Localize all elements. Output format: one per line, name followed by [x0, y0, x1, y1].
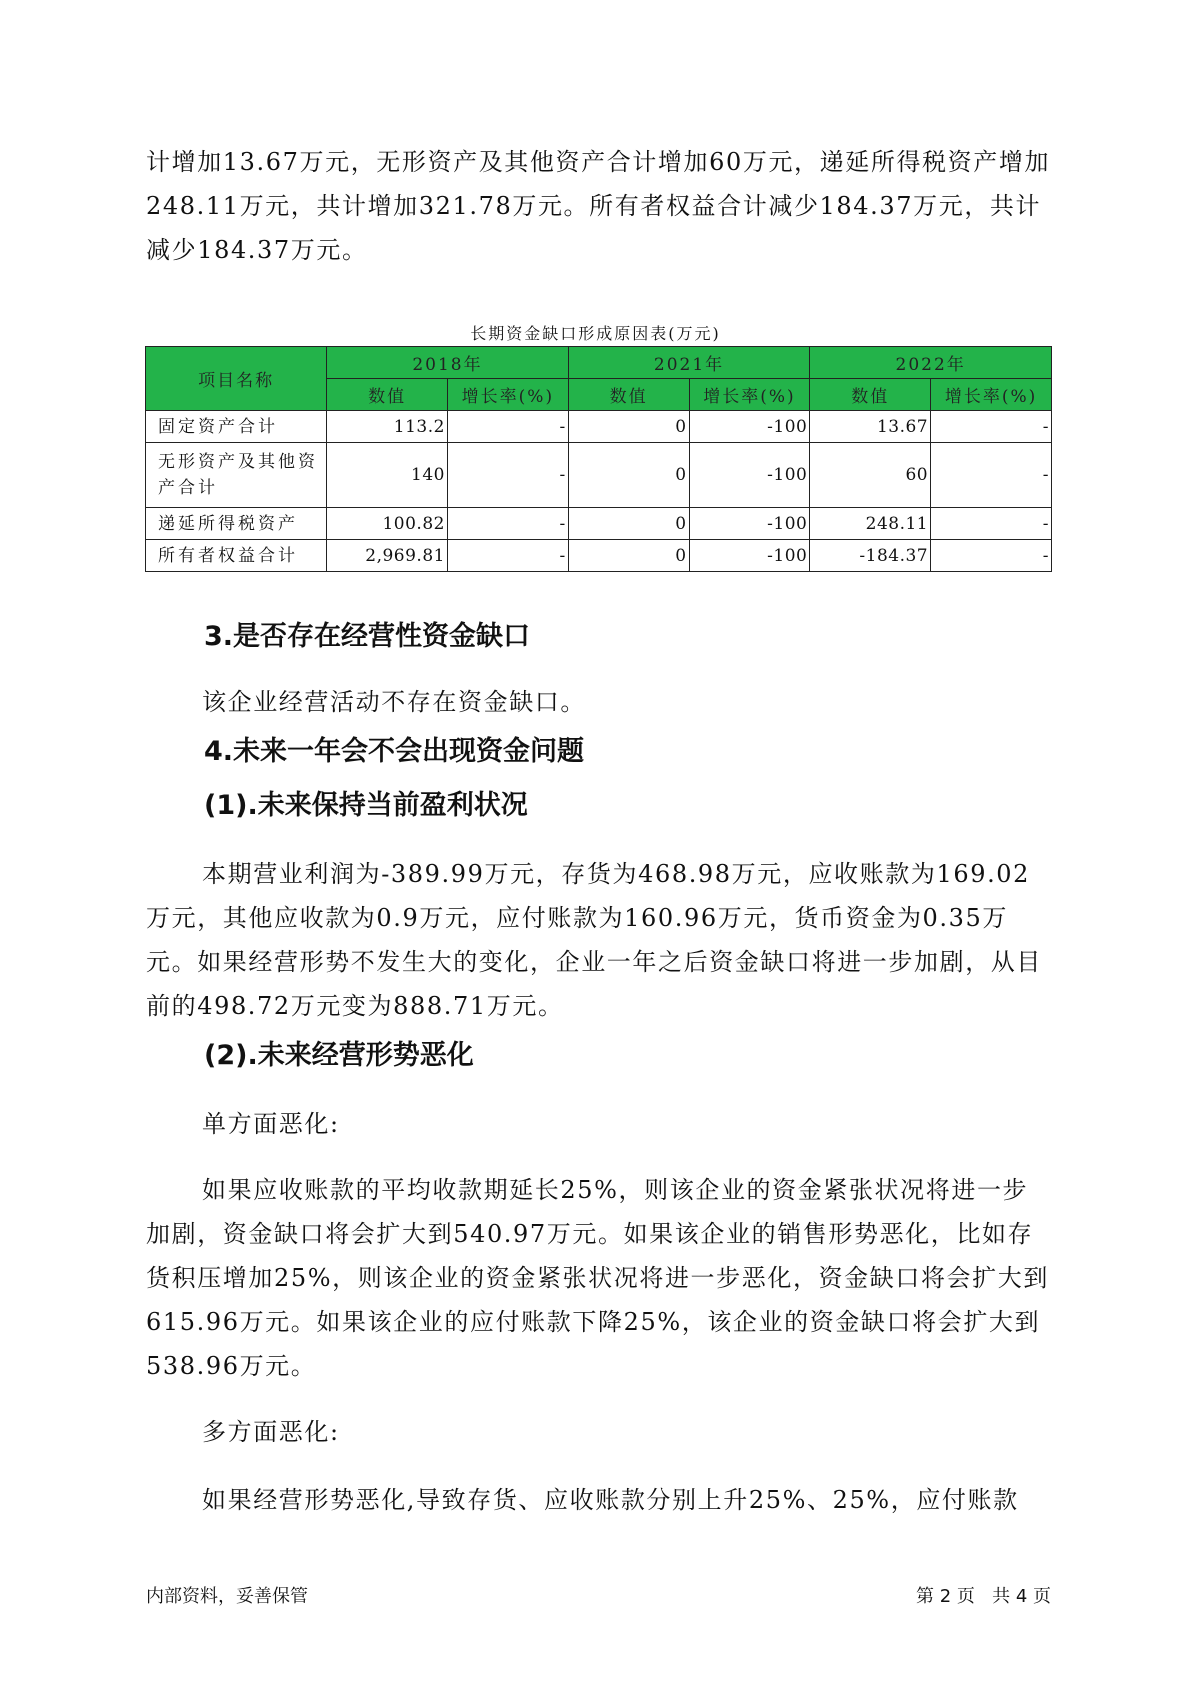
cell-value: 2,969.81: [327, 540, 448, 572]
sub1-heading: (1).未来保持当前盈利状况: [204, 790, 528, 821]
cell-rate: -: [447, 540, 568, 572]
cell-value: 13.67: [810, 411, 931, 443]
cell-value: 248.11: [810, 508, 931, 540]
header-year-2022: 2022年: [810, 347, 1052, 379]
header-year-2018: 2018年: [327, 347, 569, 379]
header-year-2021: 2021年: [568, 347, 810, 379]
cell-rate: -: [931, 540, 1052, 572]
row-name: 所有者权益合计: [146, 540, 327, 572]
cell-rate: -100: [689, 540, 810, 572]
table-caption: 长期资金缺口形成原因表(万元): [470, 324, 721, 343]
row-name: 递延所得税资产: [146, 508, 327, 540]
cell-rate: -: [447, 443, 568, 508]
cell-value: 0: [568, 508, 689, 540]
header-value: 数值: [568, 379, 689, 411]
cell-value: 0: [568, 443, 689, 508]
header-value: 数值: [810, 379, 931, 411]
cell-rate: -100: [689, 411, 810, 443]
sub1-paragraph: 本期营业利润为-389.99万元，存货为468.98万元，应收账款为169.02万元，其他应收款为0.9万元，应付账款为160.96万元，货币资金为0.35万元。如果经营形势不发生大的变化，企业一年之后资金缺口将进一步加剧，从目前的498.72万元变为888.71万元。: [146, 860, 1042, 1020]
cell-value: 100.82: [327, 508, 448, 540]
section3-heading: 3.是否存在经营性资金缺口: [204, 621, 531, 652]
multi-paragraph: 如果经营形势恶化,导致存货、应收账款分别上升25%、25%，应付账款: [202, 1486, 1019, 1514]
cell-value: -184.37: [810, 540, 931, 572]
cell-rate: -: [447, 508, 568, 540]
cell-rate: -: [931, 443, 1052, 508]
table-row: [146, 540, 1052, 572]
cell-value: 0: [568, 411, 689, 443]
cell-rate: -100: [689, 443, 810, 508]
cell-value: 60: [810, 443, 931, 508]
table-row: [146, 411, 1052, 443]
cell-rate: -100: [689, 508, 810, 540]
page-number: 第 2 页 共 4 页: [916, 1586, 1051, 1607]
cell-value: 0: [568, 540, 689, 572]
single-label: 单方面恶化:: [202, 1110, 340, 1138]
cell-rate: -: [931, 411, 1052, 443]
header-rate: 增长率(%): [689, 379, 810, 411]
header-rate: 增长率(%): [931, 379, 1052, 411]
sub2-heading: (2).未来经营形势恶化: [204, 1040, 474, 1071]
multi-label: 多方面恶化:: [202, 1418, 340, 1446]
section4-heading: 4.未来一年会不会出现资金问题: [204, 736, 585, 767]
single-paragraph: 如果应收账款的平均收款期延长25%，则该企业的资金紧张状况将进一步加剧，资金缺口将会扩大到540.97万元。如果该企业的销售形势恶化，比如存货积压增加25%，则该企业的资金紧张状况将进一步恶化，资金缺口将会扩大到615.96万元。如果该企业的应付账款下降25%，该企业的资金缺口将会扩大到538.96万元。: [146, 1176, 1049, 1380]
intro-paragraph: 计增加13.67万元，无形资产及其他资产合计增加60万元，递延所得税资产增加248.11万元，共计增加321.78万元。所有者权益合计减少184.37万元，共计减少184.37万元。: [146, 148, 1051, 264]
row-name: 固定资产合计: [146, 411, 327, 443]
cell-rate: -: [931, 508, 1052, 540]
header-rate: 增长率(%): [447, 379, 568, 411]
section3-text: 该企业经营活动不存在资金缺口。: [202, 688, 586, 716]
table-row: [146, 508, 1052, 540]
cell-value: 140: [327, 443, 448, 508]
fund-gap-table: [145, 346, 1052, 572]
header-item-name: 项目名称: [146, 347, 327, 411]
table-row: [146, 443, 1052, 508]
cell-value: 113.2: [327, 411, 448, 443]
cell-rate: -: [447, 411, 568, 443]
footer-note: 内部资料，妥善保管: [146, 1586, 308, 1607]
header-value: 数值: [327, 379, 448, 411]
row-name: 无形资产及其他资产合计: [146, 443, 327, 508]
